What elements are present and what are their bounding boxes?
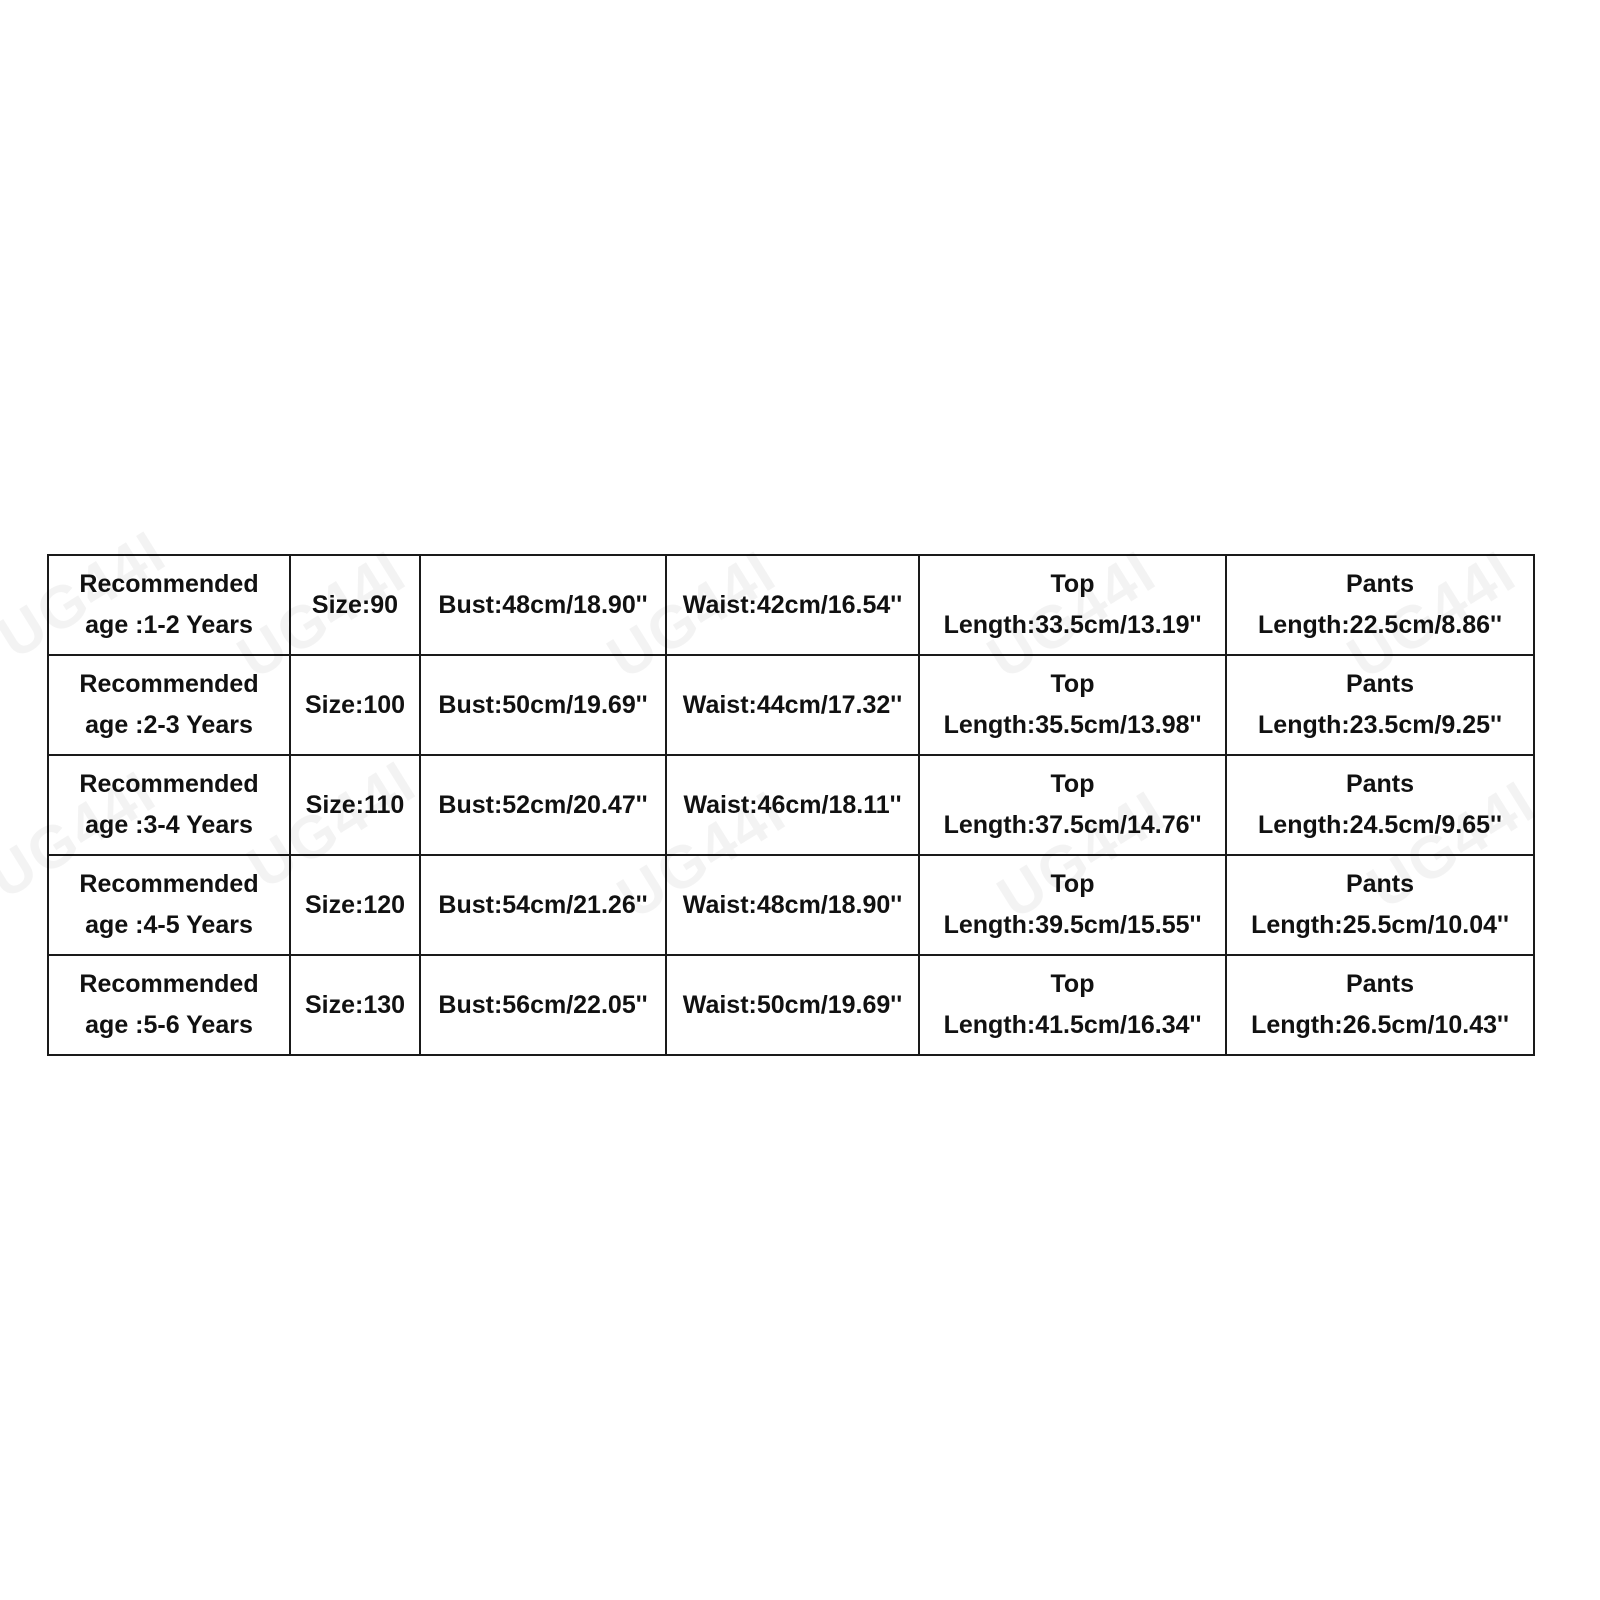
waist-cell: Waist:42cm/16.54'' <box>666 555 919 655</box>
bust-cell: Bust:50cm/19.69'' <box>420 655 666 755</box>
top-length-cell <box>919 955 1226 1055</box>
bust-cell: Bust:56cm/22.05'' <box>420 955 666 1055</box>
table-row <box>48 855 1534 955</box>
top-length-cell <box>919 655 1226 755</box>
age-range: age :5-6 Years <box>85 1011 253 1039</box>
pants-length-value: Length:26.5cm/10.43'' <box>1251 1011 1509 1039</box>
top-length-cell <box>919 855 1226 955</box>
top-label: Top <box>1050 770 1095 798</box>
top-length-value: Length:39.5cm/15.55'' <box>943 911 1202 939</box>
size-cell: Size:130 <box>290 955 420 1055</box>
pants-length-cell <box>1226 755 1534 855</box>
table-row <box>48 755 1534 855</box>
bust-cell: Bust:48cm/18.90'' <box>420 555 666 655</box>
top-length-value: Length:33.5cm/13.19'' <box>943 611 1202 639</box>
pants-length-cell <box>1226 555 1534 655</box>
pants-label: Pants <box>1345 670 1415 698</box>
age-range: age :3-4 Years <box>85 811 253 839</box>
top-label: Top <box>1050 570 1095 598</box>
pants-length-value: Length:22.5cm/8.86'' <box>1258 611 1502 639</box>
age-cell <box>48 755 290 855</box>
size-cell: Size:90 <box>290 555 420 655</box>
table-row <box>48 955 1534 1055</box>
pants-label: Pants <box>1345 870 1415 898</box>
age-label: Recommended <box>79 670 259 698</box>
table-row <box>48 655 1534 755</box>
age-range: age :2-3 Years <box>85 711 253 739</box>
waist-cell: Waist:46cm/18.11'' <box>666 755 919 855</box>
pants-length-value: Length:23.5cm/9.25'' <box>1258 711 1502 739</box>
top-length-value: Length:41.5cm/16.34'' <box>943 1011 1202 1039</box>
pants-length-cell <box>1226 855 1534 955</box>
top-length-cell <box>919 755 1226 855</box>
top-label: Top <box>1050 870 1095 898</box>
pants-label: Pants <box>1345 970 1415 998</box>
top-label: Top <box>1050 670 1095 698</box>
top-length-value: Length:35.5cm/13.98'' <box>943 711 1202 739</box>
size-cell: Size:120 <box>290 855 420 955</box>
table-row <box>48 555 1534 655</box>
bust-cell: Bust:54cm/21.26'' <box>420 855 666 955</box>
pants-length-value: Length:25.5cm/10.04'' <box>1251 911 1509 939</box>
top-label: Top <box>1050 970 1095 998</box>
size-cell: Size:110 <box>290 755 420 855</box>
pants-length-cell <box>1226 655 1534 755</box>
bust-cell: Bust:52cm/20.47'' <box>420 755 666 855</box>
age-cell <box>48 555 290 655</box>
size-cell: Size:100 <box>290 655 420 755</box>
top-length-cell <box>919 555 1226 655</box>
waist-cell: Waist:48cm/18.90'' <box>666 855 919 955</box>
age-label: Recommended <box>79 870 259 898</box>
age-cell <box>48 955 290 1055</box>
age-cell <box>48 855 290 955</box>
pants-length-cell <box>1226 955 1534 1055</box>
pants-length-value: Length:24.5cm/9.65'' <box>1258 811 1502 839</box>
age-range: age :4-5 Years <box>85 911 253 939</box>
size-chart-table <box>47 554 1535 1056</box>
age-label: Recommended <box>79 970 259 998</box>
age-range: age :1-2 Years <box>85 611 253 639</box>
age-label: Recommended <box>79 570 259 598</box>
waist-cell: Waist:50cm/19.69'' <box>666 955 919 1055</box>
top-length-value: Length:37.5cm/14.76'' <box>943 811 1202 839</box>
pants-label: Pants <box>1345 770 1415 798</box>
waist-cell: Waist:44cm/17.32'' <box>666 655 919 755</box>
age-cell <box>48 655 290 755</box>
pants-label: Pants <box>1345 570 1415 598</box>
age-label: Recommended <box>79 770 259 798</box>
